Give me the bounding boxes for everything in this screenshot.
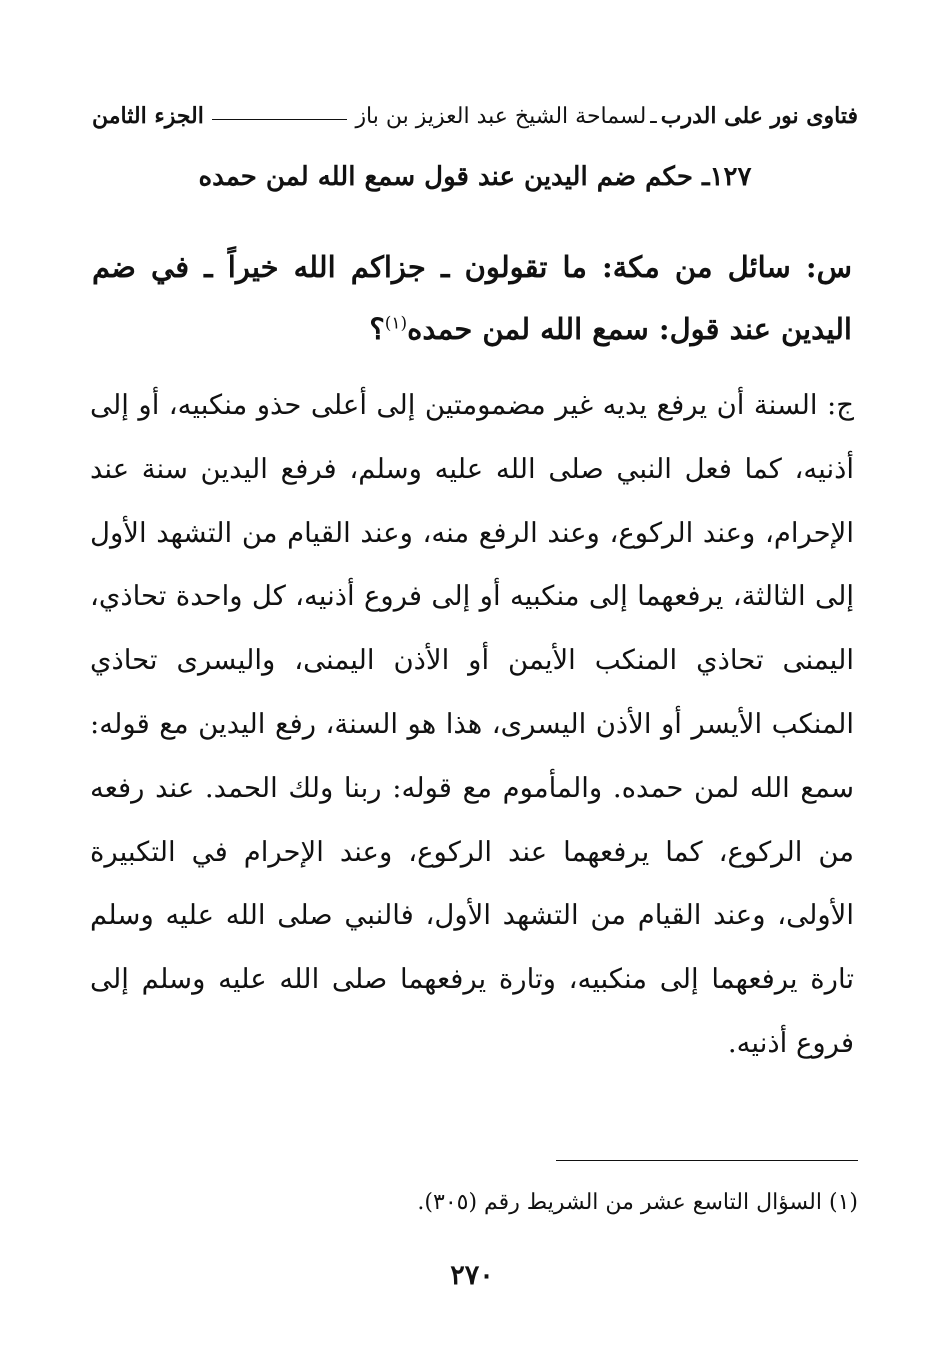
header-book-title: فتاوى نور على الدرب: [660, 103, 858, 129]
answer-paragraph: ج: السنة أن يرفع يديه غير مضمومتين إلى أعلى حذو منكبيه، أو إلى أذنيه، كما فعل النبي صلى الله عليه وسلم، فرفع اليدين سنة عند الإحرام، وعند الركوع، وعند الرفع منه، وعند القيام من التشهد الأول إلى الثالثة، يرفعهما إلى منكبيه أو إلى فروع أذنيه، كل واحدة تحاذي، اليمنى تحاذي المنكب الأيمن أو الأذن اليمنى، واليسرى تحاذي المنكب الأيسر أو الأذن اليسرى، هذا هو السنة، رفع اليدين مع قوله: سمع الله لمن حمده. والمأموم مع قوله: ربنا ولك الحمد. عند رفعه من الركوع، كما يرفعهما عند الركوع، وعند الإحرام في التكبيرة الأولى، وعند القيام من التشهد الأول، فالنبي صلى الله عليه وسلم تارة يرفعهما إلى منكبيه، وتارة يرفعهما صلى الله عليه وسلم إلى فروع أذنيه.: [90, 389, 854, 1059]
header-rule: [212, 119, 348, 120]
running-header: [92, 98, 858, 134]
footnote-divider: [556, 1160, 858, 1161]
header-volume: الجزء الثامن: [92, 103, 204, 129]
header-author: لسماحة الشيخ عبد العزيز بن باز: [355, 103, 647, 129]
question-paragraph: [92, 236, 852, 360]
question-end-mark: ؟: [369, 312, 385, 346]
fatwa-title: ١٢٧ـ حكم ضم اليدين عند قول سمع الله لمن حمده: [198, 162, 752, 192]
footnote: (١) السؤال التاسع عشر من الشريط رقم (٣٠٥).: [417, 1190, 858, 1215]
header-separator: ـ: [650, 103, 657, 129]
question-text: س: سائل من مكة: ما تقولون ـ جزاكم الله خيراً ـ في ضم اليدين عند قول: سمع الله لمن حمده: [92, 250, 852, 346]
footnote-reference[interactable]: (١): [384, 313, 408, 334]
page-number: ٢٧٠: [450, 1260, 494, 1291]
